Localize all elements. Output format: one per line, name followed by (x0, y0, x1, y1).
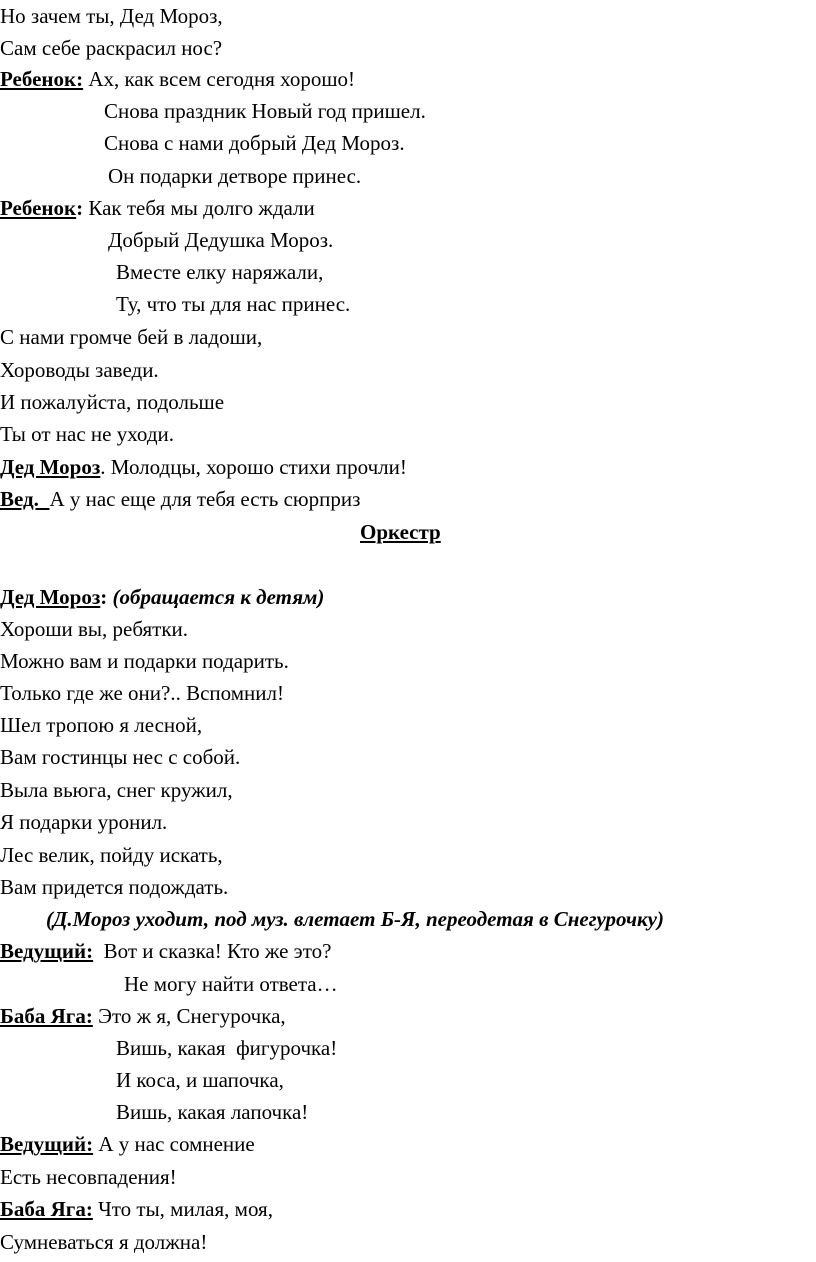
speaker-line: Ребенок: Как тебя мы долго ждали (0, 196, 315, 220)
speaker-label: Баба Яга: (0, 1004, 93, 1028)
speaker-line: Вед. А у нас еще для тебя есть сюрприз (0, 487, 361, 511)
speaker-line: Ребенок: Ах, как всем сегодня хорошо! (0, 67, 355, 91)
stage-direction: (обращается к детям) (112, 585, 325, 609)
text-line: Вместе елку наряжали, (116, 260, 324, 284)
text-line: С нами громче бей в ладоши, (0, 325, 263, 349)
speaker-line: Баба Яга: Это ж я, Снегурочка, (0, 1004, 286, 1028)
speaker-label: Ведущий: (0, 1132, 94, 1156)
speaker-line: Дед Мороз: (обращается к детям) (0, 585, 325, 609)
speaker-label: Дед Мороз (0, 585, 101, 609)
text-line: Только где же они?.. Вспомнил! (0, 681, 284, 705)
text-line: Можно вам и подарки подарить. (0, 649, 289, 673)
speaker-label: Баба Яга: (0, 1197, 93, 1221)
text-line: Шел тропою я лесной, (0, 713, 203, 737)
text-line: Ту, что ты для нас принес. (116, 292, 351, 316)
speaker-label: Ребенок (0, 196, 77, 220)
speaker-label: Дед Мороз (0, 455, 101, 479)
text-line: Снова с нами добрый Дед Мороз. (104, 131, 405, 155)
text-line: И коса, и шапочка, (116, 1068, 284, 1092)
text-line: Он подарки детворе принес. (108, 164, 362, 188)
text-line: Вишь, какая лапочка! (116, 1100, 309, 1124)
text-line: Лес велик, пойду искать, (0, 843, 223, 867)
text-line: Ты от нас не уходи. (0, 422, 174, 446)
text-line: Сумневаться я должна! (0, 1230, 208, 1254)
text-line: Вишь, какая фигурочка! (116, 1036, 338, 1060)
speaker-line: Дед Мороз. Молодцы, хорошо стихи прочли! (0, 455, 407, 479)
text-line: Я подарки уронил. (0, 810, 168, 834)
text-line: Есть несовпадения! (0, 1165, 177, 1189)
text-line: Вам гостинцы нес с собой. (0, 745, 241, 769)
speaker-label: Вед. (0, 487, 50, 511)
text-line: Выла вьюга, снег кружил, (0, 778, 233, 802)
text-line: Добрый Дедушка Мороз. (108, 228, 334, 252)
stage-direction-line (46, 903, 664, 935)
section-heading: Оркестр (360, 520, 441, 544)
text-line: Хороводы заведи. (0, 358, 159, 382)
speaker-label: Ребенок: (0, 67, 84, 91)
text-line: И пожалуйста, подольше (0, 390, 225, 414)
speaker-line: Баба Яга: Что ты, милая, моя, (0, 1197, 273, 1221)
stage-direction: (Д.Мороз уходит, под муз. влетает Б-Я, переодетая в Снегурочку) (46, 907, 664, 931)
text-line: Но зачем ты, Дед Мороз, (0, 4, 223, 28)
speaker-label: Ведущий: (0, 939, 94, 963)
speaker-line: Ведущий: А у нас сомнение (0, 1132, 255, 1156)
text-line: Сам себе раскрасил нос? (0, 36, 223, 60)
text-line: Хороши вы, ребятки. (0, 617, 189, 641)
text-line: Вам придется подождать. (0, 875, 229, 899)
text-line: Снова праздник Новый год пришел. (104, 99, 426, 123)
speaker-line: Ведущий: Вот и сказка! Кто же это? (0, 939, 332, 963)
text-line: Не могу найти ответа… (124, 972, 338, 996)
